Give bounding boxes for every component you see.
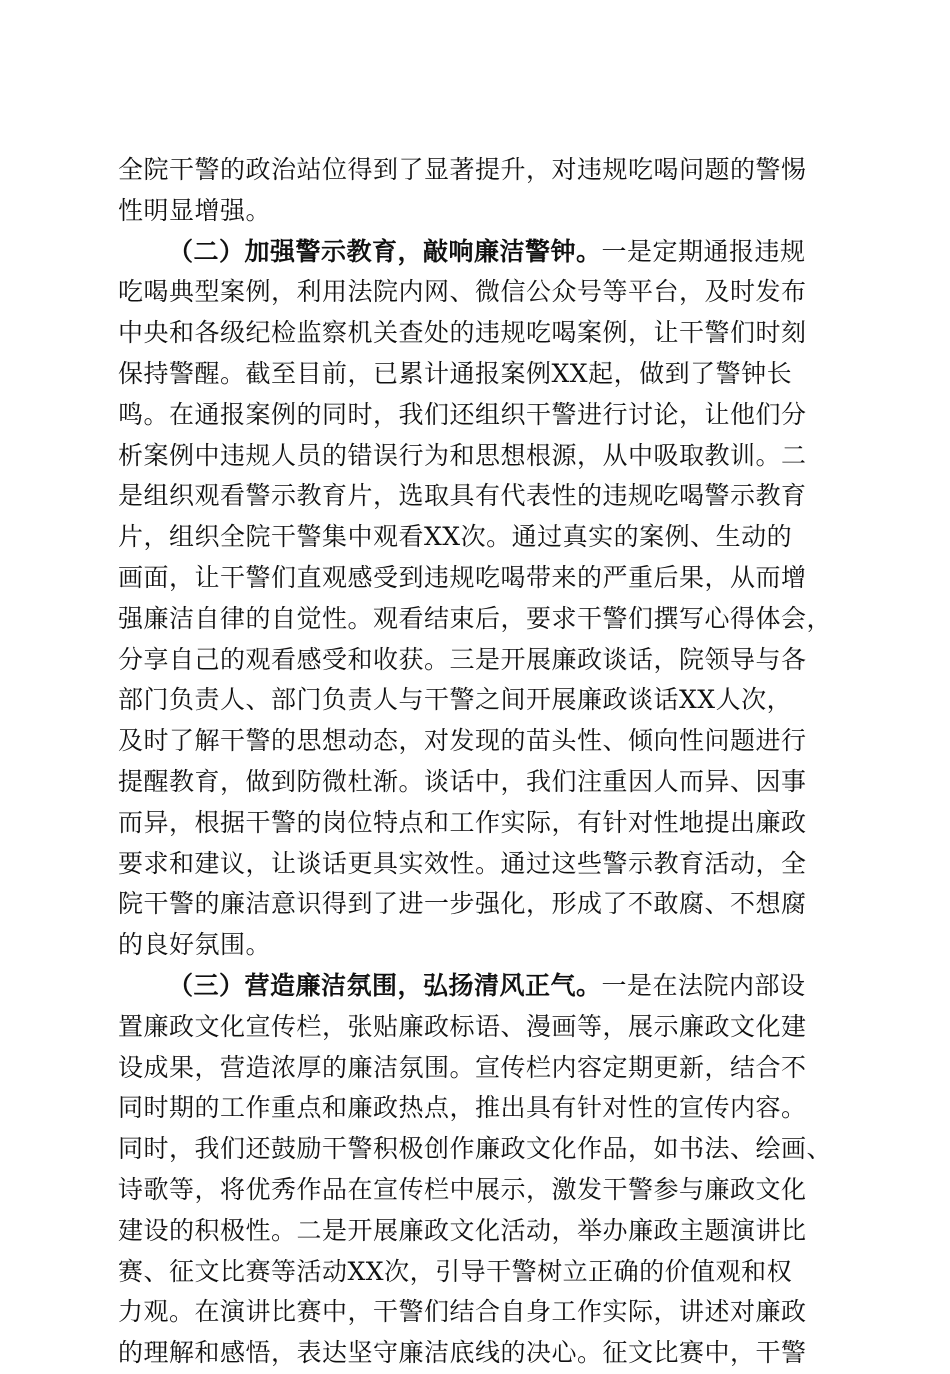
text-line: 析案例中违规人员的错误行为和思想根源，从中吸取教训。二 bbox=[118, 440, 807, 470]
text-line: 分享自己的观看感受和收获。三是开展廉政谈话，院领导与各 bbox=[118, 644, 807, 674]
text-line: 中央和各级纪检监察机关查处的违规吃喝案例，让干警们时刻 bbox=[118, 318, 807, 348]
text-line: 赛、征文比赛等活动XX次，引导干警树立正确的价值观和权 bbox=[118, 1256, 793, 1286]
text-line: 的良好氛围。 bbox=[118, 930, 272, 960]
text-line: 部门负责人、部门负责人与干警之间开展廉政谈话XX人次， bbox=[118, 685, 793, 715]
paragraph-section-3-start bbox=[118, 966, 834, 1007]
text-line: 建设的积极性。二是开展廉政文化活动，举办廉政主题演讲比 bbox=[118, 1215, 807, 1245]
text-line: 要求和建议，让谈话更具实效性。通过这些警示教育活动，全 bbox=[118, 848, 807, 878]
document-body bbox=[118, 150, 834, 1374]
text-line: 是组织观看警示教育片，选取具有代表性的违规吃喝警示教育 bbox=[118, 481, 807, 511]
text-line: 而异，根据干警的岗位特点和工作实际，有针对性地提出廉政 bbox=[118, 807, 807, 837]
text-line: 设成果，营造浓厚的廉洁氛围。宣传栏内容定期更新，结合不 bbox=[118, 1052, 807, 1082]
text-line: 同时，我们还鼓励干警积极创作廉政文化作品，如书法、绘画、 bbox=[118, 1134, 833, 1164]
text-line: 的理解和感悟，表达坚守廉洁底线的决心。征文比赛中，干警 bbox=[118, 1338, 807, 1368]
text-run: 一是在法院内部设 bbox=[601, 970, 806, 1000]
text-line: 同时期的工作重点和廉政热点，推出具有针对性的宣传内容。 bbox=[118, 1093, 807, 1123]
text-line: 性明显增强。 bbox=[118, 195, 272, 225]
text-line: 片，组织全院干警集中观看XX次。通过真实的案例、生动的 bbox=[118, 522, 793, 552]
text-line: 及时了解干警的思想动态，对发现的苗头性、倾向性问题进行 bbox=[118, 726, 807, 756]
text-line: 画面，让干警们直观感受到违规吃喝带来的严重后果，从而增 bbox=[118, 562, 807, 592]
text-line: 诗歌等，将优秀作品在宣传栏中展示，激发干警参与廉政文化 bbox=[118, 1174, 807, 1204]
text-line: 吃喝典型案例，利用法院内网、微信公众号等平台，及时发布 bbox=[118, 277, 807, 307]
paragraph-section-2-start bbox=[118, 232, 834, 273]
text-line: 强廉洁自律的自觉性。观看结束后，要求干警们撰写心得体会， bbox=[118, 603, 833, 633]
text-line: 力观。在演讲比赛中，干警们结合自身工作实际，讲述对廉政 bbox=[118, 1297, 807, 1327]
section-heading-3: （三）营造廉洁氛围，弘扬清风正气。 bbox=[168, 970, 602, 1000]
text-line: 提醒教育，做到防微杜渐。谈话中，我们注重因人而异、因事 bbox=[118, 766, 807, 796]
text-line: 全院干警的政治站位得到了显著提升，对违规吃喝问题的警惕 bbox=[118, 155, 807, 184]
text-run: 一是定期通报违规 bbox=[601, 236, 806, 266]
text-line: 院干警的廉洁意识得到了进一步强化，形成了不敢腐、不想腐 bbox=[118, 889, 807, 919]
section-heading-2: （二）加强警示教育，敲响廉洁警钟。 bbox=[168, 236, 602, 266]
text-line: 置廉政文化宣传栏，张贴廉政标语、漫画等，展示廉政文化建 bbox=[118, 1011, 807, 1041]
text-line: 保持警醒。截至目前，已累计通报案例XX起，做到了警钟长 bbox=[118, 358, 793, 388]
text-line: 鸣。在通报案例的同时，我们还组织干警进行讨论，让他们分 bbox=[118, 399, 807, 429]
